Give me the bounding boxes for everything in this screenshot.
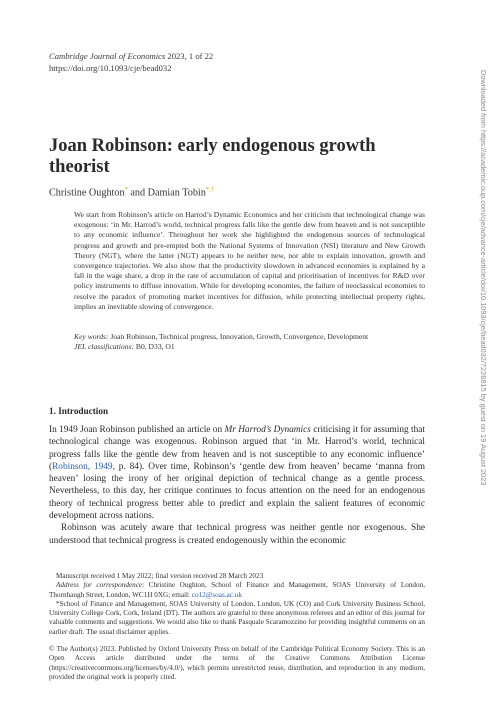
correspondence-note <box>49 581 425 600</box>
author-and: and <box>127 187 148 199</box>
journal-meta: 2023, 1 of 22 <box>165 51 214 61</box>
paragraph-1 <box>49 424 425 522</box>
copyright-text-b: ), which permits unrestricted reuse, distribution, and reproduction in any medium, provided the original work is properly cited. <box>49 663 425 681</box>
author-mark-2[interactable]: *,† <box>205 186 214 193</box>
download-note: Downloaded from https://academic.oup.com/cje/advance-article/doi/10.1093/cje/bead032/7226815 by guest on 19 August 2023 <box>479 70 488 486</box>
copyright-notice <box>49 645 425 682</box>
keywords-label: Key words: <box>74 332 109 341</box>
author-mark-1[interactable]: * <box>124 186 128 193</box>
citation-link[interactable]: Robinson, 1949 <box>52 461 113 472</box>
correspondence-text: : Christine Oughton, School of Finance and Management, SOAS University of London, Thornhaugh Street, London, WC1H 0XG; email: <box>49 581 425 599</box>
p1-italic: Mr Harrod’s Dynamics <box>224 425 311 435</box>
license-link[interactable]: https://creativecommons.org/licenses/by/4.0/ <box>51 663 181 672</box>
p1-text-c: , p. 84). Over time, Robinson’s ‘gentle dew from heaven’ became ‘manna from heaven’ losing the irony of her original depiction of technical change as a gentle process. Nevertheless, to this day, her critique continues to focus attention on the need for an endogenous theory of technical progress better able to predict and explain the salient features of economic development across nations. <box>49 461 426 522</box>
section-heading: 1. Introduction <box>49 406 109 416</box>
keywords-line <box>74 332 425 342</box>
email-link[interactable]: co12@soas.ac.uk <box>191 590 242 599</box>
doi-link[interactable]: https://doi.org/10.1093/cje/bead032 <box>49 62 172 73</box>
abstract: We start from Robinson’s article on Harrod’s Dynamic Economics and her criticism that technological change was exogenous: ‘in Mr. Harrod’s world, technical progress falls like the gentle dew from heaven and is not susceptible to any economic influence’. Throughout her work she highlighted the endogenous sources of technological progress and growth and pre-empted both the National Systems of Innovation (NSI) literature and New Growth Theory (NGT), where the latter (NGT) appears to be neither new, nor able to explain innovation, growth and convergence trajectories. We also show that the productivity slowdown in advanced economies is explained by a fall in the wage share, a drop in the rate of accumulation of capital and prioritisation of incentives for R&D over policy instruments to diffuse innovation. While for developing economies, the failure of neoclassical economies to resolve the paradox of promoting market incentives for diffusion, while protecting intellectual property rights, implies an inevitable slowing of convergence. <box>74 210 425 311</box>
journal-name: Cambridge Journal of Economics <box>49 51 166 61</box>
copyright-text-a: © The Author(s) 2023. Published by Oxford University Press on behalf of the Cambridge Political Economy Society. This is an Open Access article distributed under the terms of the Creative Commons Attribution License ( <box>49 645 425 672</box>
jel-line <box>74 342 425 352</box>
author-oughton[interactable]: Christine Oughton <box>49 187 125 199</box>
correspondence-label: Address for correspondence <box>56 581 143 590</box>
download-sidebar <box>478 70 490 660</box>
journal-header <box>49 51 213 74</box>
paragraph-2: Robinson was acutely aware that technical progress was neither gentle nor exogenous. She understood that technical progress is created endogenously within the economic <box>49 523 425 546</box>
body-text <box>49 424 425 547</box>
article-title: Joan Robinson: early endogenous growth theorist <box>49 136 376 177</box>
p1-text-a: In 1949 Joan Robinson published an article on <box>49 425 225 435</box>
author-line <box>49 186 214 198</box>
affiliation-note: *School of Finance and Management, SOAS University of London, London, UK (CO) and Cork University Business School, University College Cork, Cork, Ireland (DT). The authors are grateful to three anonymous referees and an editor of this journal for valuable comments and suggestions. We would also like to thank Pasquale Scaramozzino for providing insightful comments on an earlier draft. The usual disclaimer applies. <box>49 599 425 636</box>
author-tobin[interactable]: Damian Tobin <box>147 187 206 199</box>
p1-text-b: criticising it for assuming that technological change was exogenous. Robinson argued that ‘in Mr. Harrod’s world, technical progress falls like the gentle dew from heaven and is not susceptible to any economic influence’ ( <box>49 425 425 472</box>
journal-line <box>49 51 213 63</box>
jel-text: B0, D33, O1 <box>133 342 175 351</box>
keywords-text: Joan Robinson, Technical progress, Innovation, Growth, Convergence, Development <box>108 332 369 341</box>
footnotes <box>49 572 425 637</box>
jel-label: JEL classifications: <box>74 342 134 351</box>
keywords-block <box>74 332 425 352</box>
received-note: Manuscript received 1 May 2022; final version received 28 March 2023 <box>56 572 264 580</box>
